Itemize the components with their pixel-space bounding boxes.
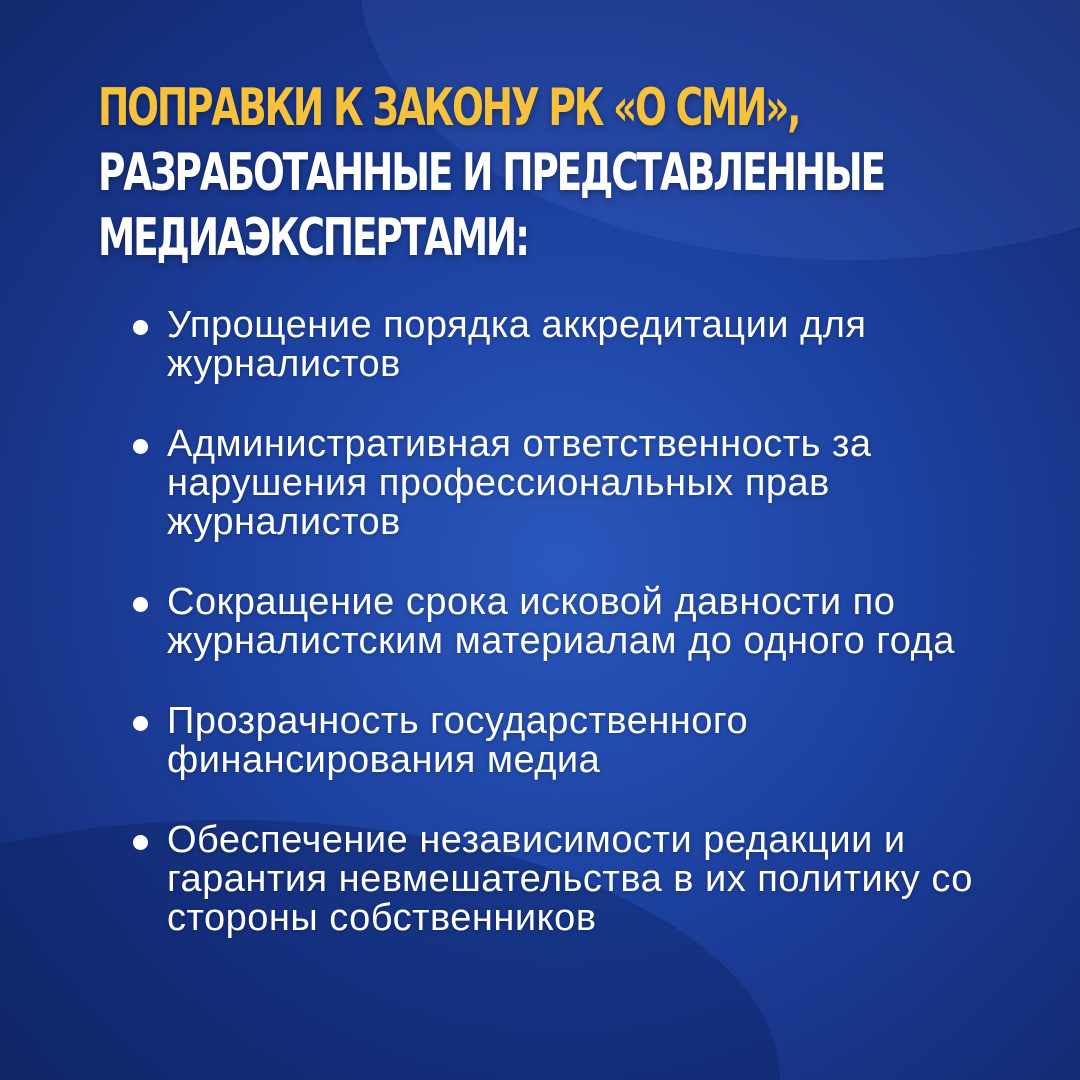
- bullet-dot-icon: [133, 439, 148, 454]
- list-item-text: Прозрачность государственного финансирования медиа: [167, 700, 749, 781]
- title-line-3: МЕДИАЭКСПЕРТАМИ:: [98, 208, 528, 268]
- list-item: [130, 306, 1030, 384]
- title-line-accent: ПОПРАВКИ К ЗАКОНУ РК «О СМИ»,: [98, 78, 800, 138]
- list-item-text: Административная ответственность за нарушения профессиональных прав журналистов: [167, 423, 872, 543]
- list-item-text: Упрощение порядка аккредитации для журналистов: [167, 304, 867, 385]
- list-item-text: Обеспечение независимости редакции и гарантия невмешательства в их политику со стороны собственников: [167, 819, 973, 939]
- list-item: [130, 425, 1030, 542]
- bullet-dot-icon: [133, 716, 148, 731]
- bullet-dot-icon: [133, 320, 148, 335]
- title-line-2: РАЗРАБОТАННЫЕ И ПРЕДСТАВЛЕННЫЕ: [98, 143, 884, 203]
- list-item-text: Сокращение срока исковой давности по журналистским материалам до одного года: [167, 581, 955, 662]
- list-item: [130, 821, 1030, 938]
- bullet-dot-icon: [133, 835, 148, 850]
- list-item: [130, 583, 1030, 661]
- bullet-dot-icon: [133, 597, 148, 612]
- list-item: [130, 702, 1030, 780]
- page-title: [98, 76, 884, 271]
- amendments-list: [130, 306, 1030, 938]
